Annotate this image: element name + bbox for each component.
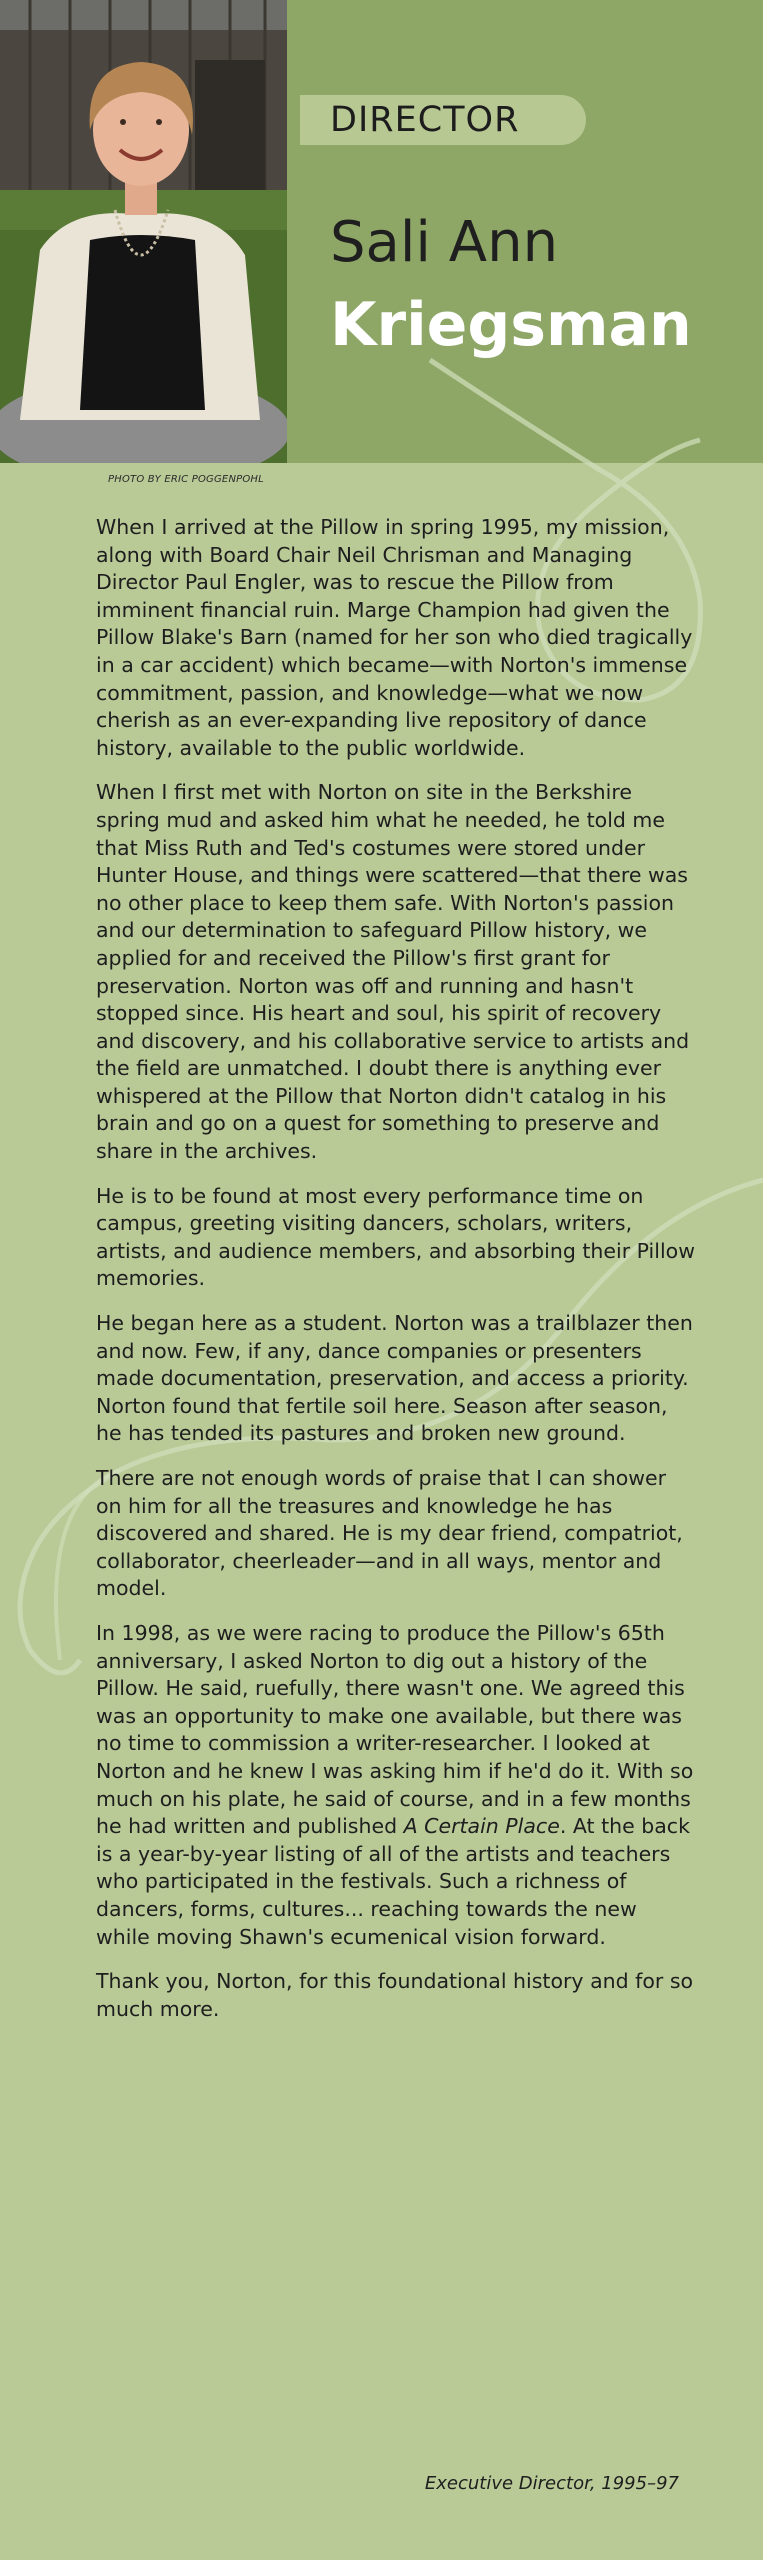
closing-paragraph: Thank you, Norton, for this foundational history and for so much more. [96, 1969, 694, 2021]
portrait-illustration [0, 0, 287, 463]
last-name: Kriegsman [330, 290, 692, 360]
first-name: Sali Ann [330, 210, 559, 275]
photo-credit: PHOTO BY ERIC POGGENPOHL [108, 474, 264, 485]
paragraph-text: . At the back is a year-by-year listing of all of the artists and teachers who participated in the festivals. Such a richness of dancers, forms, cultures... reaching towards the new while moving Shawn's ecumenical vision forward. [96, 1814, 690, 1949]
paragraph: There are not enough words of praise that I can shower on him for all the treasures and knowledge he has discovered and shared. He is my dear friend, compatriot, collaborator, cheerleader—and in all ways, mentor and model. [96, 1466, 683, 1601]
paragraph: When I arrived at the Pillow in spring 1995, my mission, along with Board Chair Neil Chrisman and Managing Director Paul Engler, was to rescue the Pillow from imminent financial ruin. Marge Champion had given the Pillow Blake's Barn (named for her son who died tragically in a car accident) which became—with Norton's immense commitment, passion, and knowledge—what we now cherish as an ever-expanding live repository of dance history, available to the public worldwide. [96, 515, 693, 760]
article-body [96, 514, 696, 2040]
paragraph-text: In 1998, as we were racing to produce the Pillow's 65th anniversary, I asked Norton to dig out a history of the Pillow. He said, ruefully, there wasn't one. We agreed this was an opportunity to make one available, but there was no time to commission a writer-researcher. I looked at Norton and he knew I was asking him if he'd do it. With so much on his plate, he said of course, and in a few months he had written and published [96, 1620, 694, 1839]
signature-title: Executive Director, 1995–97 [424, 2473, 679, 2494]
role-badge: DIRECTOR [300, 95, 586, 145]
paragraph [96, 1620, 696, 1951]
portrait-photo [0, 0, 287, 463]
paragraph: When I first met with Norton on site in the Berkshire spring mud and asked him what he needed, he told me that Miss Ruth and Ted's costumes were stored under Hunter House, and things were scattered—that there was no other place to keep them safe. With Norton's passion and our determination to safeguard Pillow history, we applied for and received the Pillow's first grant for preservation. Norton was off and running and hasn't stopped since. His heart and soul, his spirit of recovery and discovery, and his collaborative service to artists and the field are unmatched. I doubt there is anything ever whispered at the Pillow that Norton didn't catalog in his brain and go on a quest for something to preserve and share in the archives. [96, 780, 690, 1164]
paragraph: He is to be found at most every performance time on campus, greeting visiting dancers, scholars, writers, artists, and audience members, and absorbing their Pillow memories. [96, 1183, 695, 1291]
book-title: A Certain Place [403, 1814, 560, 1839]
paragraph: He began here as a student. Norton was a trailblazer then and now. Few, if any, dance companies or presenters made documentation, preservation, and access a priority. Norton found that fertile soil here. Season after season, he has tended its pastures and broken new ground. [96, 1311, 693, 1446]
